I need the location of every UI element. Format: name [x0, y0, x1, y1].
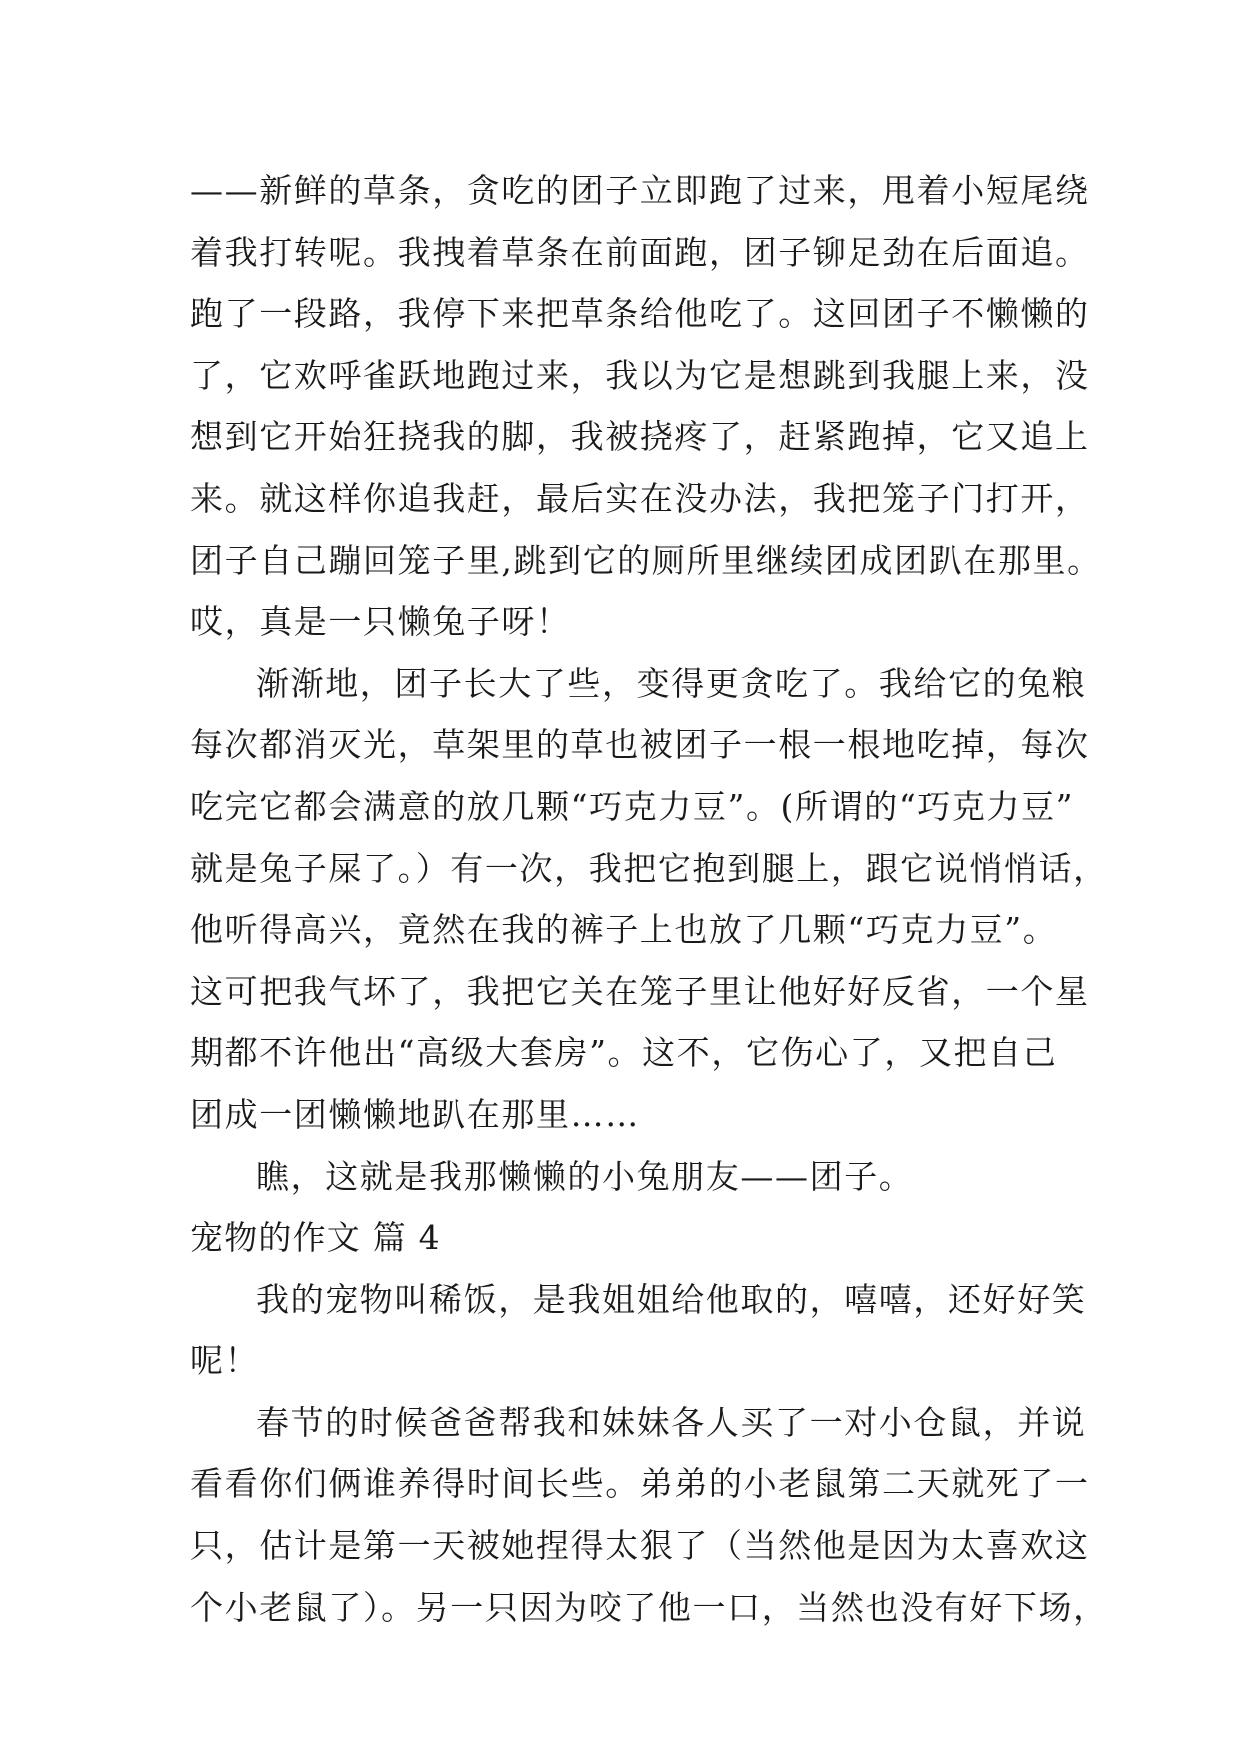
paragraph-line: 他听得高兴，竟然在我的裤子上也放了几颗“巧克力豆”。	[190, 910, 1058, 950]
paragraph-line: 呢！	[190, 1341, 260, 1381]
paragraph-line: 瞧，这就是我那懒懒的小兔朋友——团子。	[256, 1156, 914, 1196]
paragraph-line: 看看你们俩谁养得时间长些。弟弟的小老鼠第二天就死了一	[190, 1464, 1090, 1504]
paragraph-line: 渐渐地，团子长大了些，变得更贪吃了。我给它的兔粮	[256, 663, 1087, 703]
paragraph-line: ——新鲜的草条，贪吃的团子立即跑了过来，甩着小短尾绕	[190, 171, 1090, 210]
paragraph-line: 来。就这样你追我赶，最后实在没办法，我把笼子门打开，	[190, 478, 1090, 518]
paragraph-line: 期都不许他出“高级大套房”。这不，它伤心了，又把自己	[190, 1033, 1058, 1073]
paragraph-line: 想到它开始狂挠我的脚，我被挠疼了，赶紧跑掉，它又追上	[190, 417, 1090, 457]
paragraph-line: 了，它欢呼雀跃地跑过来，我以为它是想跳到我腿上来，没	[190, 355, 1090, 395]
paragraph-line: 这可把我气坏了，我把它关在笼子里让他好好反省，一个星	[190, 971, 1090, 1011]
article-body	[190, 160, 1108, 1638]
paragraph-line: 春节的时候爸爸帮我和妹妹各人买了一对小仓鼠，并说	[256, 1402, 1087, 1442]
section-heading: 宠物的作文 篇 4	[190, 1218, 441, 1258]
paragraph-line: 只，估计是第一天被她捏得太狠了（当然他是因为太喜欢这	[190, 1526, 1090, 1566]
paragraph-line: 每次都消灭光，草架里的草也被团子一根一根地吃掉，每次	[190, 725, 1090, 765]
paragraph-line: 跑了一段路，我停下来把草条给他吃了。这回团子不懒懒的	[190, 294, 1090, 334]
paragraph-line: 吃完它都会满意的放几颗“巧克力豆”。(所谓的“巧克力豆”	[190, 786, 1075, 826]
paragraph-line: 哎，真是一只懒兔子呀！	[190, 602, 571, 642]
paragraph-line: 着我打转呢。我拽着草条在前面跑，团子铆足劲在后面追。	[190, 232, 1090, 272]
paragraph-line: 我的宠物叫稀饭，是我姐姐给他取的，嘻嘻，还好好笑	[256, 1279, 1087, 1319]
paragraph-line: 就是兔子屎了。）有一次，我把它抱到腿上，跟它说悄悄话，	[190, 848, 1108, 888]
paragraph-line: 个小老鼠了）。另一只因为咬了他一口，当然也没有好下场，	[190, 1587, 1108, 1627]
paragraph-line: 团成一团懒懒地趴在那里……	[190, 1094, 640, 1134]
paragraph-line: 团子自己蹦回笼子里,跳到它的厕所里继续团成团趴在那里。	[190, 540, 1102, 580]
